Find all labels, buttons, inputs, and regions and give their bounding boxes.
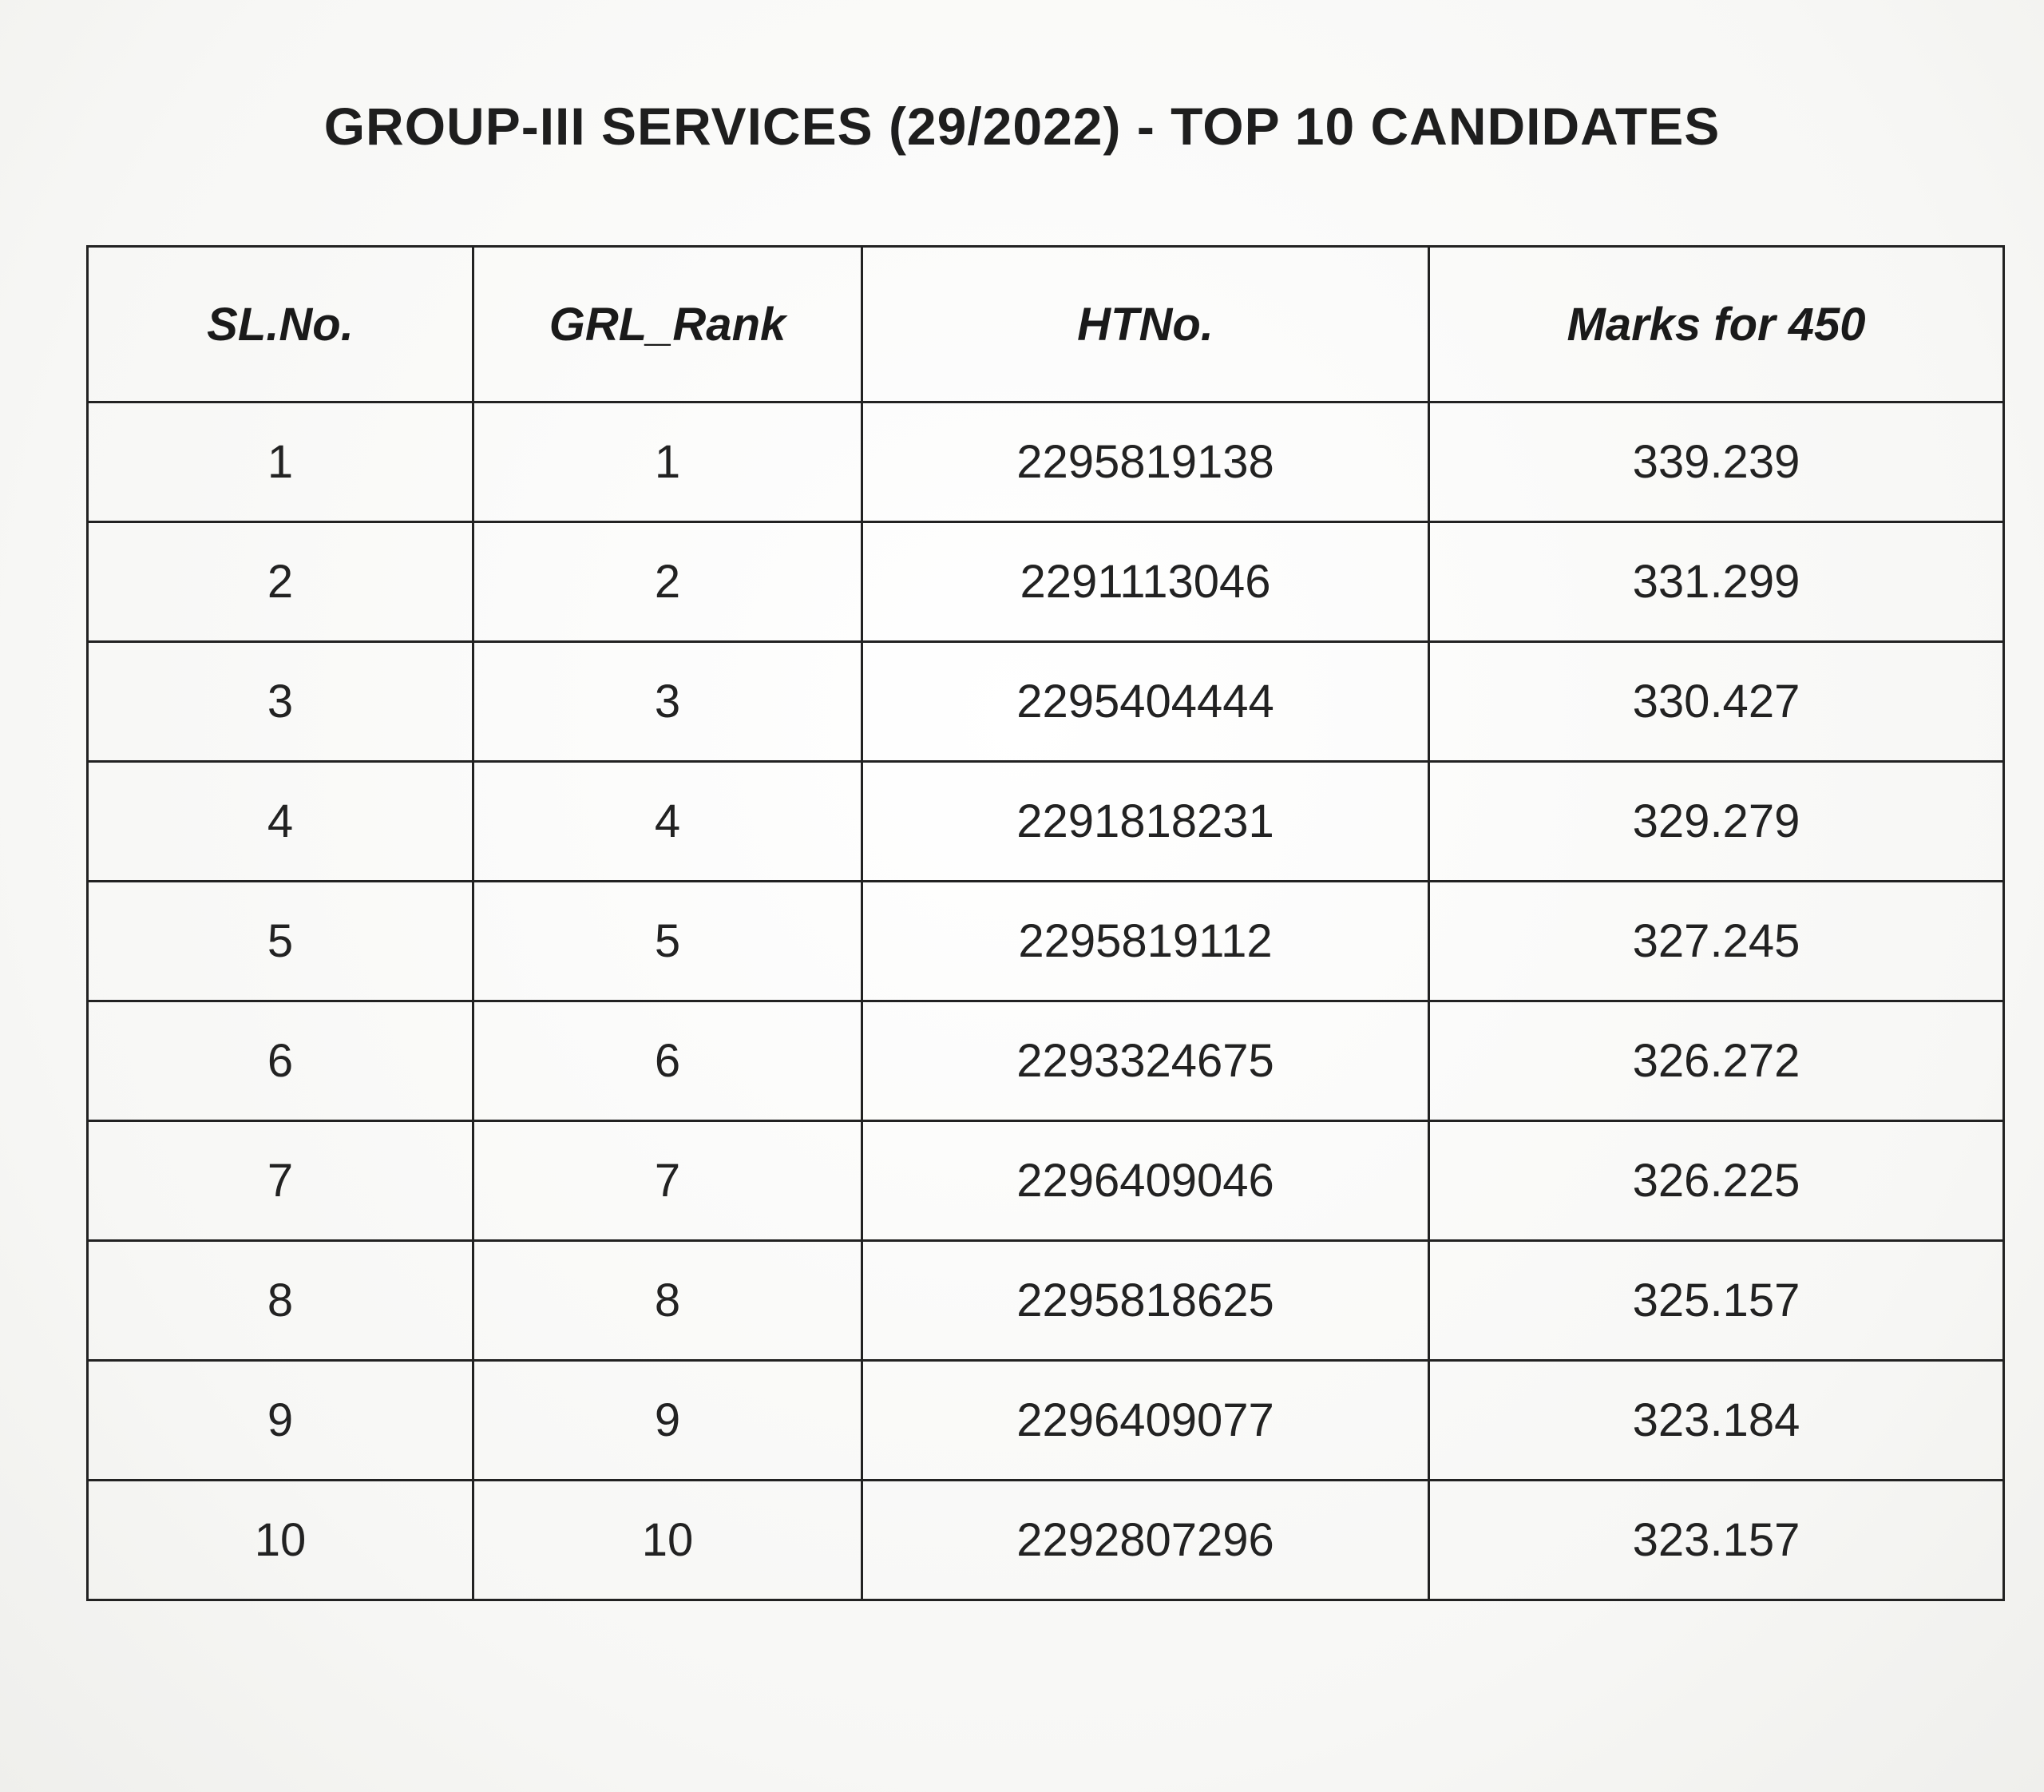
table-header-row (88, 247, 2004, 402)
cell-sl-no: 3 (88, 642, 473, 762)
cell-grl-rank: 6 (473, 1001, 862, 1121)
cell-ht-no: 2295818625 (862, 1241, 1429, 1361)
cell-marks: 330.427 (1429, 642, 2004, 762)
cell-ht-no: 2295404444 (862, 642, 1429, 762)
cell-marks: 326.225 (1429, 1121, 2004, 1241)
table-row (88, 642, 2004, 762)
candidates-table (86, 245, 2005, 1601)
cell-grl-rank: 7 (473, 1121, 862, 1241)
table-row (88, 882, 2004, 1001)
cell-marks: 327.245 (1429, 882, 2004, 1001)
cell-marks: 323.184 (1429, 1361, 2004, 1481)
cell-grl-rank: 3 (473, 642, 862, 762)
header-sl-no: SL.No. (88, 247, 473, 402)
header-ht-no: HTNo. (862, 247, 1429, 402)
cell-ht-no: 2296409077 (862, 1361, 1429, 1481)
table-row (88, 1361, 2004, 1481)
cell-sl-no: 6 (88, 1001, 473, 1121)
header-marks: Marks for 450 (1429, 247, 2004, 402)
cell-sl-no: 10 (88, 1481, 473, 1600)
cell-ht-no: 2291113046 (862, 522, 1429, 642)
cell-ht-no: 2291818231 (862, 762, 1429, 882)
cell-marks: 339.239 (1429, 402, 2004, 522)
cell-grl-rank: 10 (473, 1481, 862, 1600)
cell-grl-rank: 9 (473, 1361, 862, 1481)
cell-sl-no: 7 (88, 1121, 473, 1241)
cell-sl-no: 5 (88, 882, 473, 1001)
cell-grl-rank: 8 (473, 1241, 862, 1361)
cell-grl-rank: 2 (473, 522, 862, 642)
table-row (88, 402, 2004, 522)
cell-ht-no: 2295819138 (862, 402, 1429, 522)
cell-grl-rank: 4 (473, 762, 862, 882)
cell-ht-no: 2293324675 (862, 1001, 1429, 1121)
cell-sl-no: 4 (88, 762, 473, 882)
cell-grl-rank: 1 (473, 402, 862, 522)
table-row (88, 522, 2004, 642)
cell-marks: 323.157 (1429, 1481, 2004, 1600)
cell-sl-no: 9 (88, 1361, 473, 1481)
cell-ht-no: 2295819112 (862, 882, 1429, 1001)
header-grl-rank: GRL_Rank (473, 247, 862, 402)
cell-marks: 325.157 (1429, 1241, 2004, 1361)
cell-sl-no: 2 (88, 522, 473, 642)
document-title: GROUP-III SERVICES (29/2022) - TOP 10 CANDIDATES (323, 97, 1721, 156)
table-row (88, 1121, 2004, 1241)
cell-sl-no: 1 (88, 402, 473, 522)
cell-ht-no: 2292807296 (862, 1481, 1429, 1600)
table-row (88, 762, 2004, 882)
table-row (88, 1001, 2004, 1121)
table-row (88, 1481, 2004, 1600)
cell-grl-rank: 5 (473, 882, 862, 1001)
cell-ht-no: 2296409046 (862, 1121, 1429, 1241)
cell-marks: 329.279 (1429, 762, 2004, 882)
cell-sl-no: 8 (88, 1241, 473, 1361)
cell-marks: 326.272 (1429, 1001, 2004, 1121)
cell-marks: 331.299 (1429, 522, 2004, 642)
table-row (88, 1241, 2004, 1361)
